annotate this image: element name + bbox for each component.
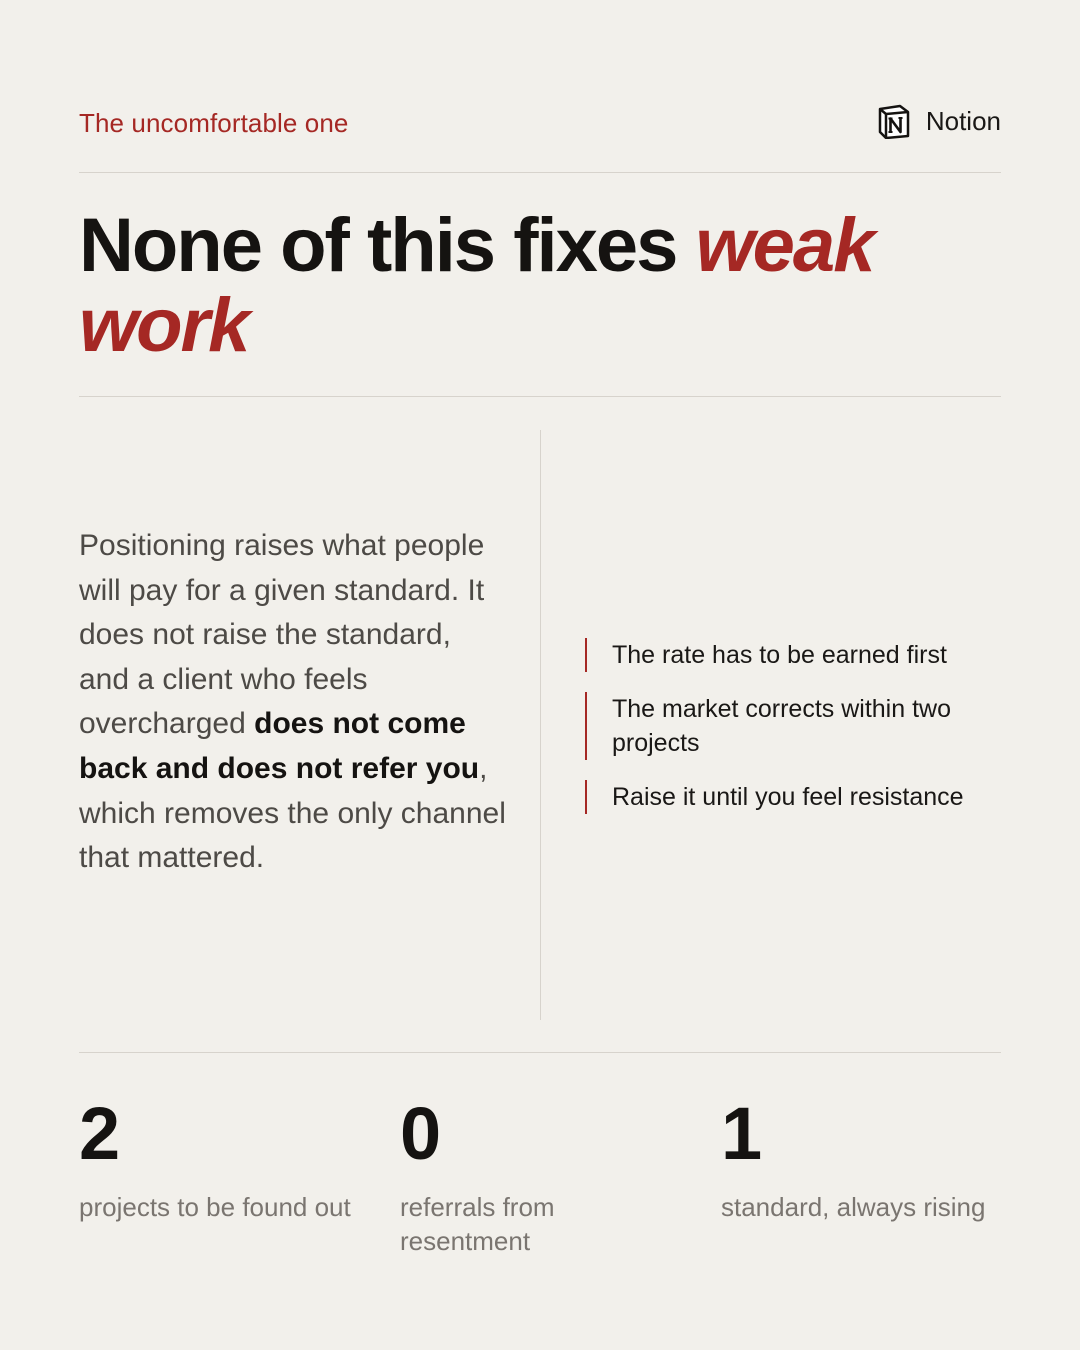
body-text-part1: Positioning raises what people will pay for a given standard. It does not raise the standard, and a client who feels overcharged bbox=[79, 529, 485, 741]
body-paragraph bbox=[79, 524, 509, 881]
eyebrow-label: The uncomfortable one bbox=[79, 108, 349, 138]
top-divider bbox=[79, 172, 1001, 173]
brand-name: Notion bbox=[925, 105, 1001, 136]
stat-standard bbox=[721, 1092, 1001, 1224]
body-text-part2: , which removes the only channel that mattered. bbox=[79, 751, 506, 875]
notion-logo-icon bbox=[876, 103, 912, 139]
headline-main: None of this fixes bbox=[79, 203, 677, 288]
stat-value: 1 bbox=[721, 1092, 763, 1175]
stat-projects bbox=[79, 1092, 359, 1224]
headline bbox=[79, 203, 1019, 368]
point-list bbox=[585, 638, 1005, 834]
headline-divider bbox=[79, 396, 1001, 397]
stats-divider bbox=[79, 1052, 1001, 1053]
point-item: Raise it until you feel resistance bbox=[585, 780, 1005, 814]
headline-accent: weak work bbox=[79, 203, 874, 368]
body-text-bold: does not come back and does not refer you bbox=[79, 707, 480, 785]
point-item: The market corrects within two projects bbox=[585, 692, 1005, 760]
brand bbox=[876, 103, 1001, 139]
stat-referrals bbox=[400, 1092, 680, 1258]
stat-label: referrals from resentment bbox=[400, 1192, 555, 1256]
stat-value: 0 bbox=[400, 1092, 442, 1175]
stat-label: standard, always rising bbox=[721, 1192, 986, 1222]
stat-value: 2 bbox=[79, 1092, 121, 1175]
stat-label: projects to be found out bbox=[79, 1192, 351, 1222]
column-divider bbox=[540, 430, 541, 1020]
point-item: The rate has to be earned first bbox=[585, 638, 1005, 672]
